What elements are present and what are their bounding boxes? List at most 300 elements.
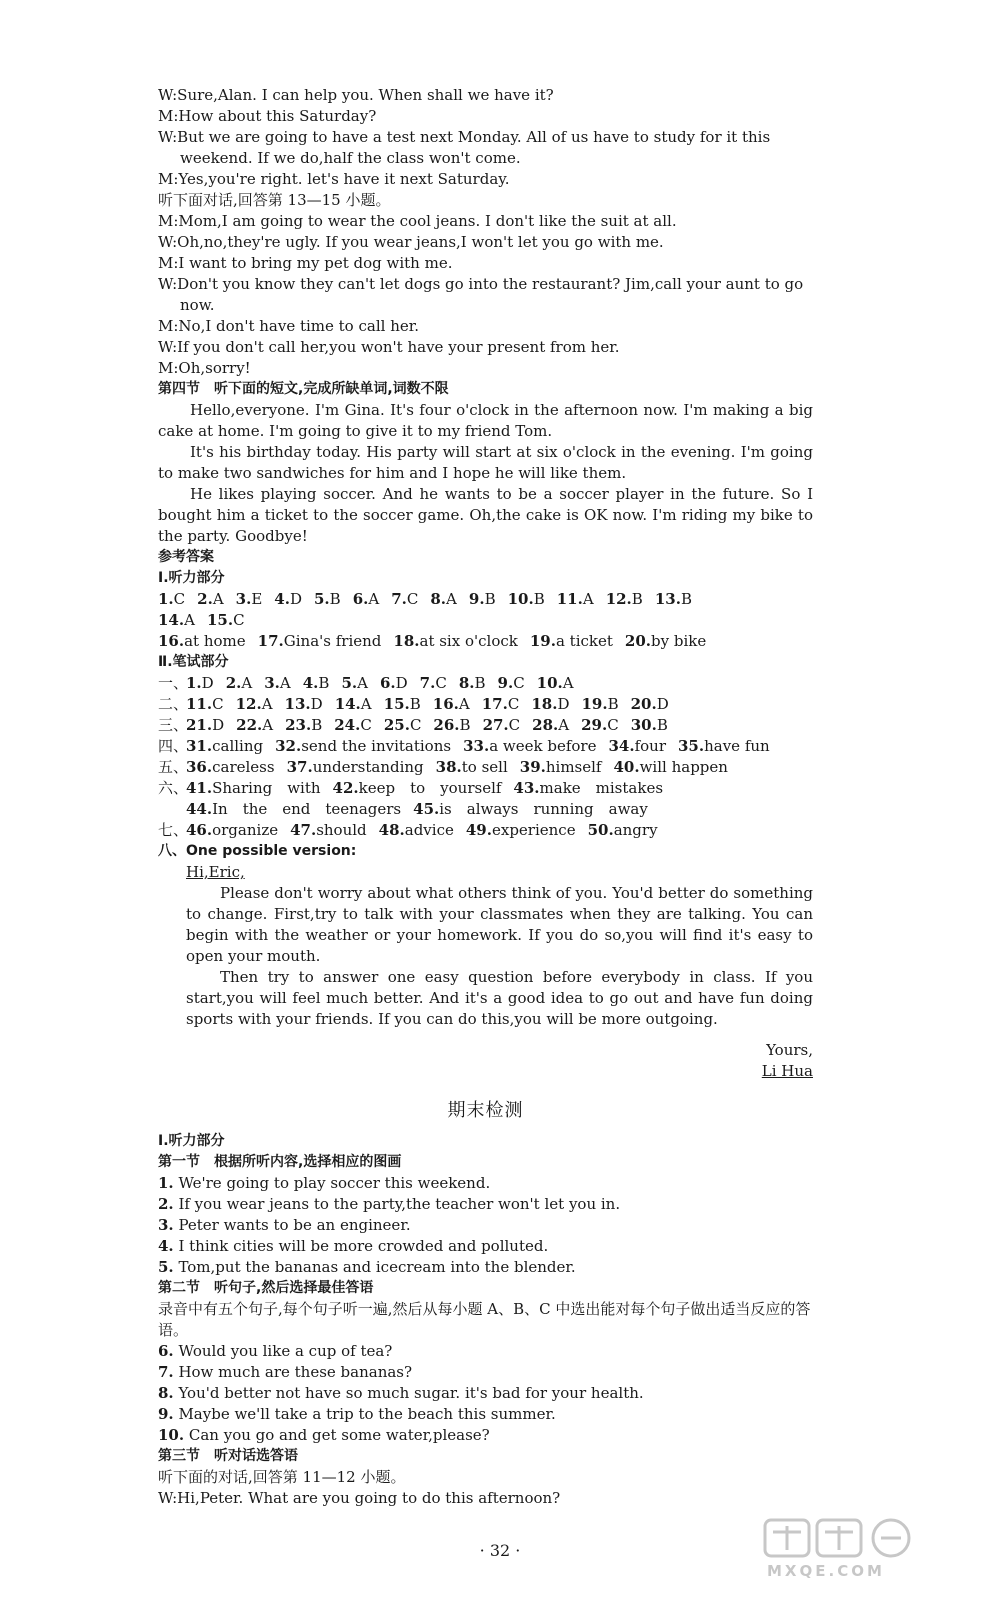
answer-number: 11. — [556, 590, 583, 608]
final-s2-items — [158, 1341, 813, 1446]
item-text: Can you go and get some water,please? — [184, 1426, 490, 1444]
answer-value: D — [310, 695, 323, 713]
answer-item — [353, 589, 380, 610]
item-number: 7. — [158, 1363, 174, 1381]
answer-number: 46. — [186, 821, 213, 839]
answer-value: A — [241, 674, 253, 692]
item-text: I think cities will be more crowded and polluted. — [173, 1237, 549, 1255]
listening-item — [158, 1236, 813, 1257]
answer-number: 1. — [158, 590, 174, 608]
answer-number: 1. — [186, 674, 202, 692]
answer-item — [430, 589, 457, 610]
answer-row — [158, 631, 813, 652]
listening-item — [158, 1341, 813, 1362]
answer-value: B — [329, 590, 341, 608]
answer-value: C — [360, 716, 372, 734]
answer-item — [186, 820, 278, 841]
answer-row — [158, 610, 813, 631]
answer-number: 23. — [285, 716, 312, 734]
answer-number: 35. — [678, 737, 705, 755]
answer-row — [158, 715, 813, 736]
letter-paragraph: Then try to answer one easy question before everybody in class. If you start,you will feel much better. And it's a good idea to go out and have fun doing sports with your friends. If you can do this,you will be more outgoing. — [186, 968, 813, 1028]
answer-row — [158, 799, 813, 820]
answer-number: 9. — [468, 590, 485, 608]
answer-row-prefix: 一、 — [158, 674, 189, 692]
answer-value: A — [360, 695, 372, 713]
answer-item — [158, 589, 185, 610]
answer-item — [469, 589, 496, 610]
item-number: 2. — [158, 1195, 174, 1213]
answer-item — [207, 610, 245, 631]
answer-value: at home — [184, 632, 246, 650]
answer-number: 31. — [186, 737, 213, 755]
answer-value: A — [446, 590, 457, 608]
answer-number: 25. — [383, 716, 410, 734]
item-text: Maybe we'll take a trip to the beach this summer. — [173, 1405, 556, 1423]
letter-greeting: Hi,Eric, — [186, 863, 245, 881]
answer-value: C — [173, 590, 186, 608]
answer-value: to sell — [461, 758, 508, 776]
answers-part1-heading: Ⅰ.听力部分 — [158, 570, 225, 586]
answer-number: 20. — [630, 695, 657, 713]
answer-value: Gina's friend — [283, 632, 382, 650]
answer-value: B — [474, 674, 486, 692]
answer-row-prefix: 七、 — [158, 821, 189, 839]
answer-item — [380, 673, 408, 694]
dialogue-line: M:No,I don't have time to call her. — [158, 317, 420, 335]
answer-number: 9. — [497, 674, 514, 692]
answer-value: a ticket — [555, 632, 613, 650]
answer-item — [384, 715, 422, 736]
answer-value: C — [607, 716, 619, 734]
answer-item — [557, 589, 594, 610]
answer-item — [531, 694, 569, 715]
answer-row-prefix: 五、 — [158, 758, 189, 776]
item-text: If you wear jeans to the party,the teacher won't let you in. — [173, 1195, 621, 1213]
answer-item — [264, 673, 291, 694]
answer-number: 16. — [158, 632, 185, 650]
answer-number: 37. — [286, 758, 313, 776]
answer-number: 29. — [581, 716, 608, 734]
answer-item — [226, 673, 253, 694]
page-content — [158, 85, 813, 1509]
answer-number: 12. — [235, 695, 262, 713]
answer-value: A — [368, 590, 380, 608]
answer-value: by bike — [651, 632, 707, 650]
answer-item — [463, 736, 596, 757]
answer-row — [158, 736, 813, 757]
answer-item — [186, 757, 275, 778]
listening-item — [158, 1257, 813, 1278]
watermark-icon — [763, 1516, 978, 1580]
answer-item — [335, 694, 372, 715]
answer-value: understanding — [312, 758, 424, 776]
answer-value: should — [316, 821, 367, 839]
answer-number: 12. — [605, 590, 632, 608]
item-number: 1. — [158, 1174, 174, 1192]
answer-number: 44. — [186, 800, 213, 818]
answer-value: himself — [545, 758, 602, 776]
watermark-logo — [763, 1516, 978, 1580]
answer-number: 10. — [536, 674, 563, 692]
answer-item — [186, 736, 263, 757]
answer-row — [158, 694, 813, 715]
answer-value: B — [680, 590, 692, 608]
answer-number: 28. — [532, 716, 559, 734]
answer-value: D — [212, 716, 225, 734]
answer-number: 17. — [481, 695, 508, 713]
watermark-text: MXQE.COM — [767, 1562, 885, 1580]
answer-value: D — [395, 674, 408, 692]
answer-value: keep to yourself — [358, 779, 502, 797]
answer-value: make mistakes — [539, 779, 664, 797]
answer-row-prefix: 三、 — [158, 716, 189, 734]
dialogue-line: W:Sure,Alan. I can help you. When shall we have it? — [158, 86, 554, 104]
answer-number: 11. — [186, 695, 213, 713]
answer-value: advice — [404, 821, 454, 839]
answer-number: 33. — [463, 737, 490, 755]
answer-value: A — [562, 674, 574, 692]
answer-row — [158, 757, 813, 778]
answer-item — [532, 715, 569, 736]
answer-row-prefix: 四、 — [158, 737, 189, 755]
part8-label: 八、One possible version: — [158, 843, 357, 859]
answer-number: 21. — [186, 716, 213, 734]
answer-item — [433, 694, 470, 715]
item-number: 4. — [158, 1237, 174, 1255]
answer-number: 2. — [225, 674, 242, 692]
answer-value: C — [233, 611, 245, 629]
answer-number: 47. — [290, 821, 317, 839]
answer-value: will happen — [639, 758, 728, 776]
answer-item — [236, 694, 273, 715]
answer-item — [186, 715, 224, 736]
listening-item — [158, 1194, 813, 1215]
answer-number: 16. — [432, 695, 459, 713]
answer-value: C — [409, 716, 422, 734]
answer-item — [274, 589, 302, 610]
answer-value: four — [634, 737, 666, 755]
dialogue-line: M:How about this Saturday? — [158, 107, 377, 125]
answer-number: 10. — [507, 590, 534, 608]
answer-number: 24. — [334, 716, 361, 734]
answer-item — [379, 820, 454, 841]
answers-part2-heading: Ⅱ.笔试部分 — [158, 654, 229, 670]
answer-number: 32. — [275, 737, 302, 755]
answer-item — [186, 673, 214, 694]
answer-number: 3. — [264, 674, 280, 692]
answer-number: 34. — [608, 737, 635, 755]
answer-item — [608, 736, 666, 757]
answer-value: A — [212, 590, 224, 608]
final-exam-title: 期末检测 — [447, 1100, 524, 1121]
answer-value: Sharing with — [212, 779, 321, 797]
answer-value: B — [533, 590, 545, 608]
answer-number: 22. — [236, 716, 263, 734]
dialogue-line: W:If you don't call her,you won't have your present from her. — [158, 338, 620, 356]
answer-item — [275, 736, 451, 757]
answer-number: 6. — [379, 674, 396, 692]
answers-heading: 参考答案 — [158, 549, 214, 565]
answer-item — [314, 589, 341, 610]
answer-item — [333, 778, 502, 799]
answer-number: 2. — [197, 590, 213, 608]
listening-item — [158, 1425, 813, 1446]
final-s3-line: W:Hi,Peter. What are you going to do this afternoon? — [158, 1489, 561, 1507]
answer-item — [482, 694, 520, 715]
answer-value: a week before — [489, 737, 597, 755]
answer-value: B — [318, 674, 330, 692]
answer-number: 14. — [334, 695, 361, 713]
answer-value: C — [507, 695, 520, 713]
answer-row-prefix: 六、 — [158, 779, 189, 797]
dialogue-line: W:Oh,no,they're ugly. If you wear jeans,I won't let you go with me. — [158, 233, 664, 251]
answer-number: 17. — [257, 632, 284, 650]
answer-number: 5. — [314, 590, 330, 608]
answers-part2 — [158, 673, 813, 841]
final-s2-heading: 第二节 听句子,然后选择最佳答语 — [158, 1280, 374, 1296]
answer-row — [158, 673, 813, 694]
answer-number: 18. — [393, 632, 420, 650]
answer-item — [186, 778, 321, 799]
answer-number: 26. — [433, 716, 460, 734]
answer-row — [158, 589, 813, 610]
answer-item — [393, 631, 517, 652]
answer-number: 19. — [529, 632, 556, 650]
answer-number: 4. — [302, 674, 319, 692]
answer-number: 6. — [352, 590, 369, 608]
answer-item — [588, 820, 658, 841]
listening-item — [158, 1404, 813, 1425]
answer-item — [158, 631, 246, 652]
item-number: 3. — [158, 1216, 174, 1234]
dialogue-line: M:I want to bring my pet dog with me. — [158, 254, 453, 272]
answer-item — [483, 715, 521, 736]
answer-item — [655, 589, 692, 610]
answer-item — [466, 820, 576, 841]
answer-value: A — [582, 590, 594, 608]
passage-paragraph: It's his birthday today. His party will start at six o'clock in the evening. I'm going to make two sandwiches for him and I hope he will like them. — [158, 443, 813, 482]
answer-value: B — [484, 590, 496, 608]
answer-number: 49. — [465, 821, 492, 839]
answer-number: 13. — [654, 590, 681, 608]
answer-item — [436, 757, 508, 778]
answer-row — [158, 820, 813, 841]
passage-paragraph: He likes playing soccer. And he wants to be a soccer player in the future. So I bought him a ticket to the soccer game. Oh,the cake is OK now. I'm riding my bike to the party. Goodbye! — [158, 485, 813, 545]
dialogue-line: M:Mom,I am going to wear the cool jeans. I don't like the suit at all. — [158, 212, 677, 230]
final-s2-intro: 录音中有五个句子,每个句子听一遍,然后从每小题 A、B、C 中选出能对每个句子做出适当反应的答语。 — [158, 1300, 811, 1339]
answer-value: D — [656, 695, 669, 713]
dialogue-line: M:Yes,you're right. let's have it next Saturday. — [158, 170, 510, 188]
answer-item — [334, 715, 372, 736]
answer-value: at six o'clock — [419, 632, 518, 650]
final-s3-heading: 第三节 听对话选答语 — [158, 1448, 298, 1464]
answer-item — [459, 673, 486, 694]
answer-value: C — [212, 695, 224, 713]
answer-value: A — [357, 674, 368, 692]
answer-value: B — [311, 716, 323, 734]
answer-item — [581, 715, 619, 736]
answer-value: is always running away — [439, 800, 648, 818]
answers-part1 — [158, 589, 813, 652]
answer-value: In the end teenagers — [212, 800, 402, 818]
answer-value: D — [201, 674, 214, 692]
letter-signature: Li Hua — [761, 1062, 813, 1080]
dialogue-line: M:Oh,sorry! — [158, 359, 251, 377]
answer-number: 45. — [413, 800, 440, 818]
answer-item — [236, 589, 263, 610]
answer-item — [678, 736, 770, 757]
answer-value: C — [513, 674, 525, 692]
answer-number: 7. — [391, 590, 407, 608]
answer-number: 39. — [519, 758, 546, 776]
answer-number: 38. — [435, 758, 462, 776]
answer-value: A — [261, 695, 273, 713]
answer-item — [287, 757, 424, 778]
item-number: 9. — [158, 1405, 174, 1423]
item-number: 8. — [158, 1384, 174, 1402]
answer-value: organize — [212, 821, 279, 839]
answer-item — [606, 589, 643, 610]
answer-number: 50. — [587, 821, 614, 839]
answer-value: B — [656, 716, 668, 734]
top-dialogue — [158, 85, 813, 379]
sample-letter — [158, 862, 813, 1082]
answer-item — [341, 673, 368, 694]
item-number: 10. — [158, 1426, 185, 1444]
answer-item — [433, 715, 470, 736]
dialogue-instruction: 听下面对话,回答第 13—15 小题。 — [158, 191, 391, 209]
answer-value: calling — [212, 737, 264, 755]
answer-item — [530, 631, 613, 652]
answer-number: 20. — [624, 632, 651, 650]
answer-value: D — [289, 590, 302, 608]
answer-item — [236, 715, 273, 736]
answer-value: E — [251, 590, 263, 608]
answer-item — [158, 610, 195, 631]
answer-value: A — [558, 716, 570, 734]
section4-heading: 第四节 听下面的短文,完成所缺单词,词数不限 — [158, 381, 449, 397]
answer-value: B — [607, 695, 619, 713]
letter-closing: Yours, — [766, 1041, 813, 1059]
answer-number: 19. — [581, 695, 608, 713]
answer-number: 8. — [430, 590, 447, 608]
answer-item — [384, 694, 421, 715]
answer-item — [303, 673, 330, 694]
passage-paragraph: Hello,everyone. I'm Gina. It's four o'clock in the afternoon now. I'm making a big cake at home. I'm going to give it to my friend Tom. — [158, 401, 813, 440]
answer-item — [186, 799, 401, 820]
answer-item — [290, 820, 367, 841]
answer-number: 13. — [284, 695, 311, 713]
answer-number: 5. — [341, 674, 358, 692]
answer-number: 30. — [630, 716, 657, 734]
item-text: You'd better not have so much sugar. it's bad for your health. — [173, 1384, 644, 1402]
listening-item — [158, 1362, 813, 1383]
final-s3-intro: 听下面的对话,回答第 11—12 小题。 — [158, 1468, 406, 1486]
answer-number: 14. — [158, 611, 185, 629]
listening-item — [158, 1173, 813, 1194]
answer-item — [631, 694, 669, 715]
answer-number: 36. — [186, 758, 213, 776]
answer-value: C — [406, 590, 419, 608]
answer-value: A — [184, 611, 195, 629]
answer-value: A — [279, 674, 291, 692]
answer-item — [413, 799, 648, 820]
answer-item — [391, 589, 418, 610]
listening-item — [158, 1215, 813, 1236]
answer-item — [285, 715, 322, 736]
item-text: How much are these bananas? — [173, 1363, 413, 1381]
answer-number: 43. — [513, 779, 540, 797]
page-number: · 32 · — [479, 1541, 521, 1560]
answer-value: C — [508, 716, 521, 734]
item-text: We're going to play soccer this weekend. — [173, 1174, 491, 1192]
answer-number: 40. — [613, 758, 640, 776]
item-text: Tom,put the bananas and icecream into the blender. — [173, 1258, 576, 1276]
answer-number: 4. — [274, 590, 290, 608]
answer-number: 42. — [332, 779, 359, 797]
final-s1-heading: 第一节 根据所听内容,选择相应的图画 — [158, 1154, 402, 1170]
answer-number: 3. — [235, 590, 252, 608]
answer-value: have fun — [704, 737, 770, 755]
answer-value: careless — [212, 758, 275, 776]
answer-item — [186, 694, 224, 715]
answer-value: send the invitations — [301, 737, 452, 755]
item-number: 5. — [158, 1258, 174, 1276]
answer-number: 15. — [206, 611, 234, 629]
listening-item — [158, 1383, 813, 1404]
answer-item — [631, 715, 668, 736]
answer-value: B — [459, 716, 471, 734]
answer-number: 41. — [186, 779, 213, 797]
answer-value: B — [409, 695, 421, 713]
answer-number: 48. — [378, 821, 405, 839]
answer-item — [197, 589, 224, 610]
final-part1-heading: Ⅰ.听力部分 — [158, 1133, 225, 1149]
answer-item — [258, 631, 382, 652]
answer-item — [285, 694, 323, 715]
answer-value: A — [262, 716, 274, 734]
answer-item — [520, 757, 602, 778]
final-s1-items — [158, 1173, 813, 1278]
answer-value: B — [631, 590, 643, 608]
answer-item — [498, 673, 525, 694]
answer-number: 18. — [531, 695, 558, 713]
item-text: Peter wants to be an engineer. — [173, 1216, 411, 1234]
dialogue-line: W:Don't you know they can't let dogs go into the restaurant? Jim,call your aunt to go now. — [158, 275, 804, 314]
answer-value: A — [458, 695, 470, 713]
answer-value: experience — [491, 821, 576, 839]
answer-value: C — [435, 674, 447, 692]
item-text: Would you like a cup of tea? — [173, 1342, 393, 1360]
answer-item — [625, 631, 706, 652]
answer-number: 8. — [458, 674, 475, 692]
answer-item — [537, 673, 574, 694]
answer-row-prefix: 二、 — [158, 695, 189, 713]
answer-item — [581, 694, 618, 715]
answer-value: angry — [613, 821, 658, 839]
item-number: 6. — [158, 1342, 174, 1360]
answer-number: 7. — [419, 674, 436, 692]
answer-item — [508, 589, 545, 610]
dialogue-line: W:But we are going to have a test next Monday. All of us have to study for it this weekend. If we do,half the class won't come. — [158, 128, 771, 167]
answer-item — [613, 757, 727, 778]
answer-item — [420, 673, 447, 694]
answer-item — [513, 778, 663, 799]
answer-number: 27. — [482, 716, 509, 734]
answer-value: D — [557, 695, 570, 713]
answer-row — [158, 778, 813, 799]
